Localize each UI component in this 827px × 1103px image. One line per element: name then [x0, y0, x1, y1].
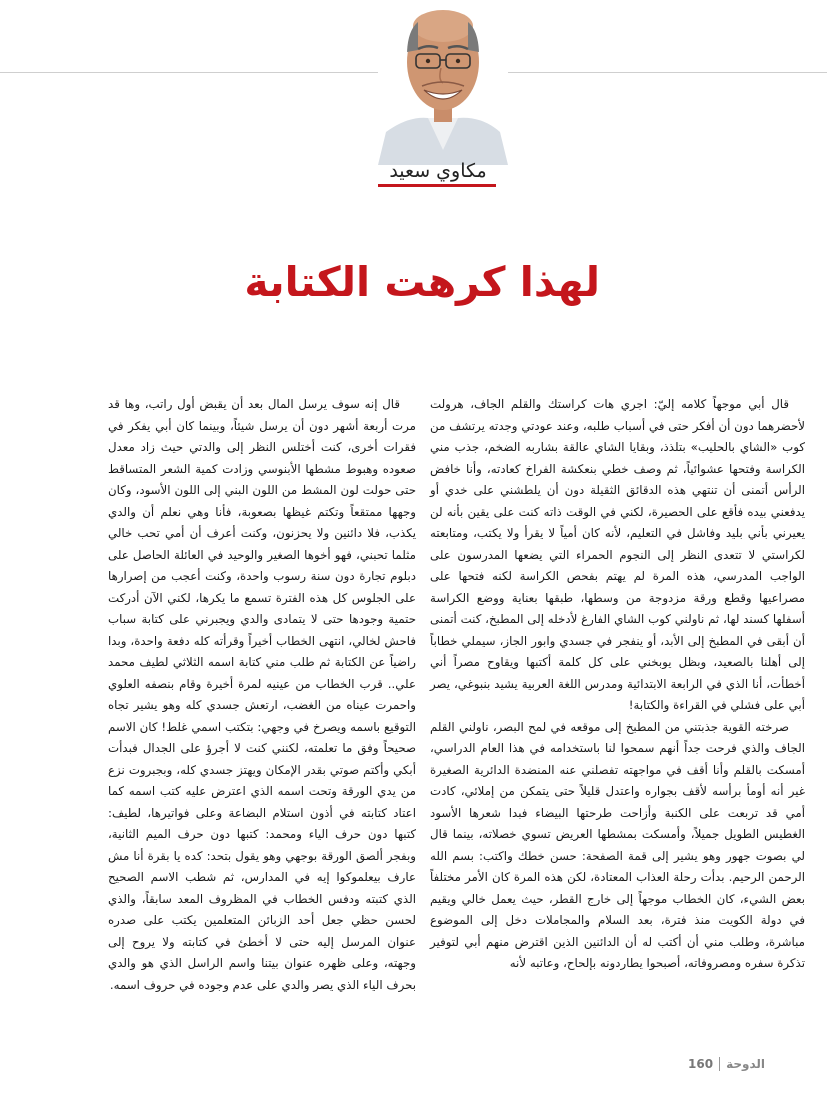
author-portrait-illustration: [378, 0, 508, 165]
magazine-name: الدوحة: [726, 1057, 765, 1071]
paragraph: صرخته القوية جذبتني من المطبخ إلى موقعه في لمح البصر، ناولني القلم الجاف والذي فرحت جداً أنهم سمحوا لنا باستخدامه في هذا العام الدراسي، أمسكت بالقلم وأنا أقف في مواجهته تفصلني عنه المنضدة الدائرية الصغيرة غير أنه أومأ برأسه لأقف بجواره واعتدل قليلاً حتى يتمكن من إملائي، كادت أمي قد تربعت على الكنبة وأزاحت طرحتها البيضاء فبدا شعرها الأسود الغطيس الطويل جميلاً، وأمسكت بمشطها العريض تسوي خصلاته، بينما قال لي بصوت جهور وهو يشير إلى قمة الصفحة: حسن خطك واكتب: بسم الله الرحمن الرحيم. بدأت رحلة العذاب المعتادة، لكن هذه المرة كان الأمر مختلفاً بعض الشيء، كان الخطاب موجهاً إلى خارج القطر، حيث يعمل خالي ويقيم في دولة الكويت منذ فترة، بعد السلام والمجاملات دخل إلى الموضوع مباشرة، وطلب مني أن أكتب له أن الدائنين الذين اقترض منهم أبي لتوفير تذكرة سفره ومصروفاته، أصبحوا يطاردونه بإلحاح، وعاتبه لأنه: [430, 719, 805, 970]
top-rule-right: [508, 72, 827, 73]
article-column-left: [108, 394, 416, 996]
author-portrait: [378, 0, 508, 165]
author-name: مكاوي سعيد: [389, 160, 487, 182]
paragraph: قال أبي موجهاً كلامه إليّ: اجري هات كراستك والقلم الجاف، هرولت لأحضرهما دون أن أفكر حتى في أسباب طلبه، وعند عودتي وجدته يرتشف من كوب «الشاي بالحليب» بتلذذ، وبقايا الشاي عالقة بشاربه الضخم، جذب مني الكراسة وفتحها عشوائياً، ثم وصف خطي بنعكشة الفراخ كعادته، وأنا خافض الرأس أتمنى أن تنتهي هذه الدقائق الثقيلة دون أن يلطشني على خدي أو يدفعني بيده فأقع على الحصيرة، لكني في الوقت ذاته كنت على يقين بأنه لن يعيرني بأني بليد وفاشل في التعليم، لأنه كان أمياً لا يقرأ ولا يكتب، ومتابعته لكراستي لا تتعدى النظر إلى النجوم الحمراء التي يضعها المدرسون على الواجب المدرسي، هذه المرة لم يهتم بفحص الكراسة لكنه فتحها على مصراعيها وقطع ورقة مزدوجة من وسطها، طبقها بعناية ووضع الكراسة أسفلها كسند لها، ثم ناولني كوب الشاي الفارغ لأدخله إلى المطبخ، كنت أتمنى أن أبقى في المطبخ إلى الأبد، أو ينفجر في جسدي وابور الجاز، سيملي خطاباً إلى أهلنا بالصعيد، وبظل يوبخني على كل كلمة أكتبها ويقاوح مصراً أني أخطأت، أنا الذي في الرابعة الابتدائية ومدرس اللغة العربية يشيد بنبوغي، يصر أبي على فشلي في القراءة والكتابة!: [430, 397, 805, 712]
article-column-right: [430, 394, 805, 975]
author-name-underline: [378, 184, 496, 187]
top-rule-left: [0, 72, 378, 73]
footer-divider: [719, 1057, 720, 1071]
paragraph: قال إنه سوف يرسل المال بعد أن يقبض أول راتب، وها قد مرت أربعة أشهر دون أن يرسل شيئاً، وبينما كان أبي يفكر في فقرات أخرى، كنت أختلس النظر إلى والدتي حيث زاد معدل صعوده وهبوط مشطها الأبنوسي وزادت كمية الشعر المتساقط حتى حولت لون المشط من اللون البني إلى اللون الأسود، وكان وجهها ممتقعاً وتكتم غيظها بصعوبة، فأنا وهي نعلم أن والدي يكذب، فلا دائنين ولا يحزنون، وكنت أعرف أن أمي تحب خالي مثلما تحبني، فهو أخوها الصغير والوحيد في العائلة الحاصل على دبلوم تجارة دون سنة رسوب واحدة، وكنت أعجب من إصرارها على الجلوس كل هذه الفترة تسمع ما يكرها، لكني الآن أدركت حتمية وجودها حتى لا يتمادى والدي ويجبرني على كتابة سباب فاحش لخالي، انتهى الخطاب أخيراً وقرأته كله دفعة واحدة، وبدا راضياً عن الكتابة ثم طلب مني كتابة اسمه الثلاثي لطيف محمد علي.. قرب الخطاب من عينيه لمرة أخيرة وقام بنصفه العلوي واحمرت عيناه من الغضب، ارتعش جسدي كله وهو يشير تجاه التوقيع باسمه ويصرخ في وجهي: بتكتب اسمي غلط! كان الاسم صحيحاً وفق ما تعلمته، لكنني كنت لا أجرؤ على الجدال فبدأت أبكي وأكتم صوتي بقدر الإمكان ويهتز جسدي كله، وبجبروت نزع من يدي الورقة وتحت اسمه الذي اعترض عليه كتب اسمه كما اعتاد كتابته في أذون استلام البضاعة وعلى فواتيرها، لطيف: كتبها دون حرف الياء ومحمد: كتبها دون حرف الميم الثانية، وبفجر ألصق الورقة بوجهي وهو يقول بتحد: كده يا بقرة أنا مش عارف بيعلموكوا إيه في المدارس، ثم شطب الاسم الصحيح الذي كتبته ودفس الخطاب في المظروف المعد سابقاً، والذي لحسن حظي جعل أحد الزبائن المتعلمين يكتب على صدره عنوان المرسل إليه حتى لا أخطئ في كتابته ولا يروح إلى وجهته، وعلى ظهره عنوان بيتنا واسم الراسل الذي هو والدي بحرف الياء الذي يصر والدي على عدم وجوده في حروف اسمه.: [108, 397, 416, 992]
page-number: 160: [688, 1057, 714, 1071]
page-footer: [688, 1052, 765, 1076]
article-title: لهذا كرهت الكتابة: [244, 258, 600, 306]
